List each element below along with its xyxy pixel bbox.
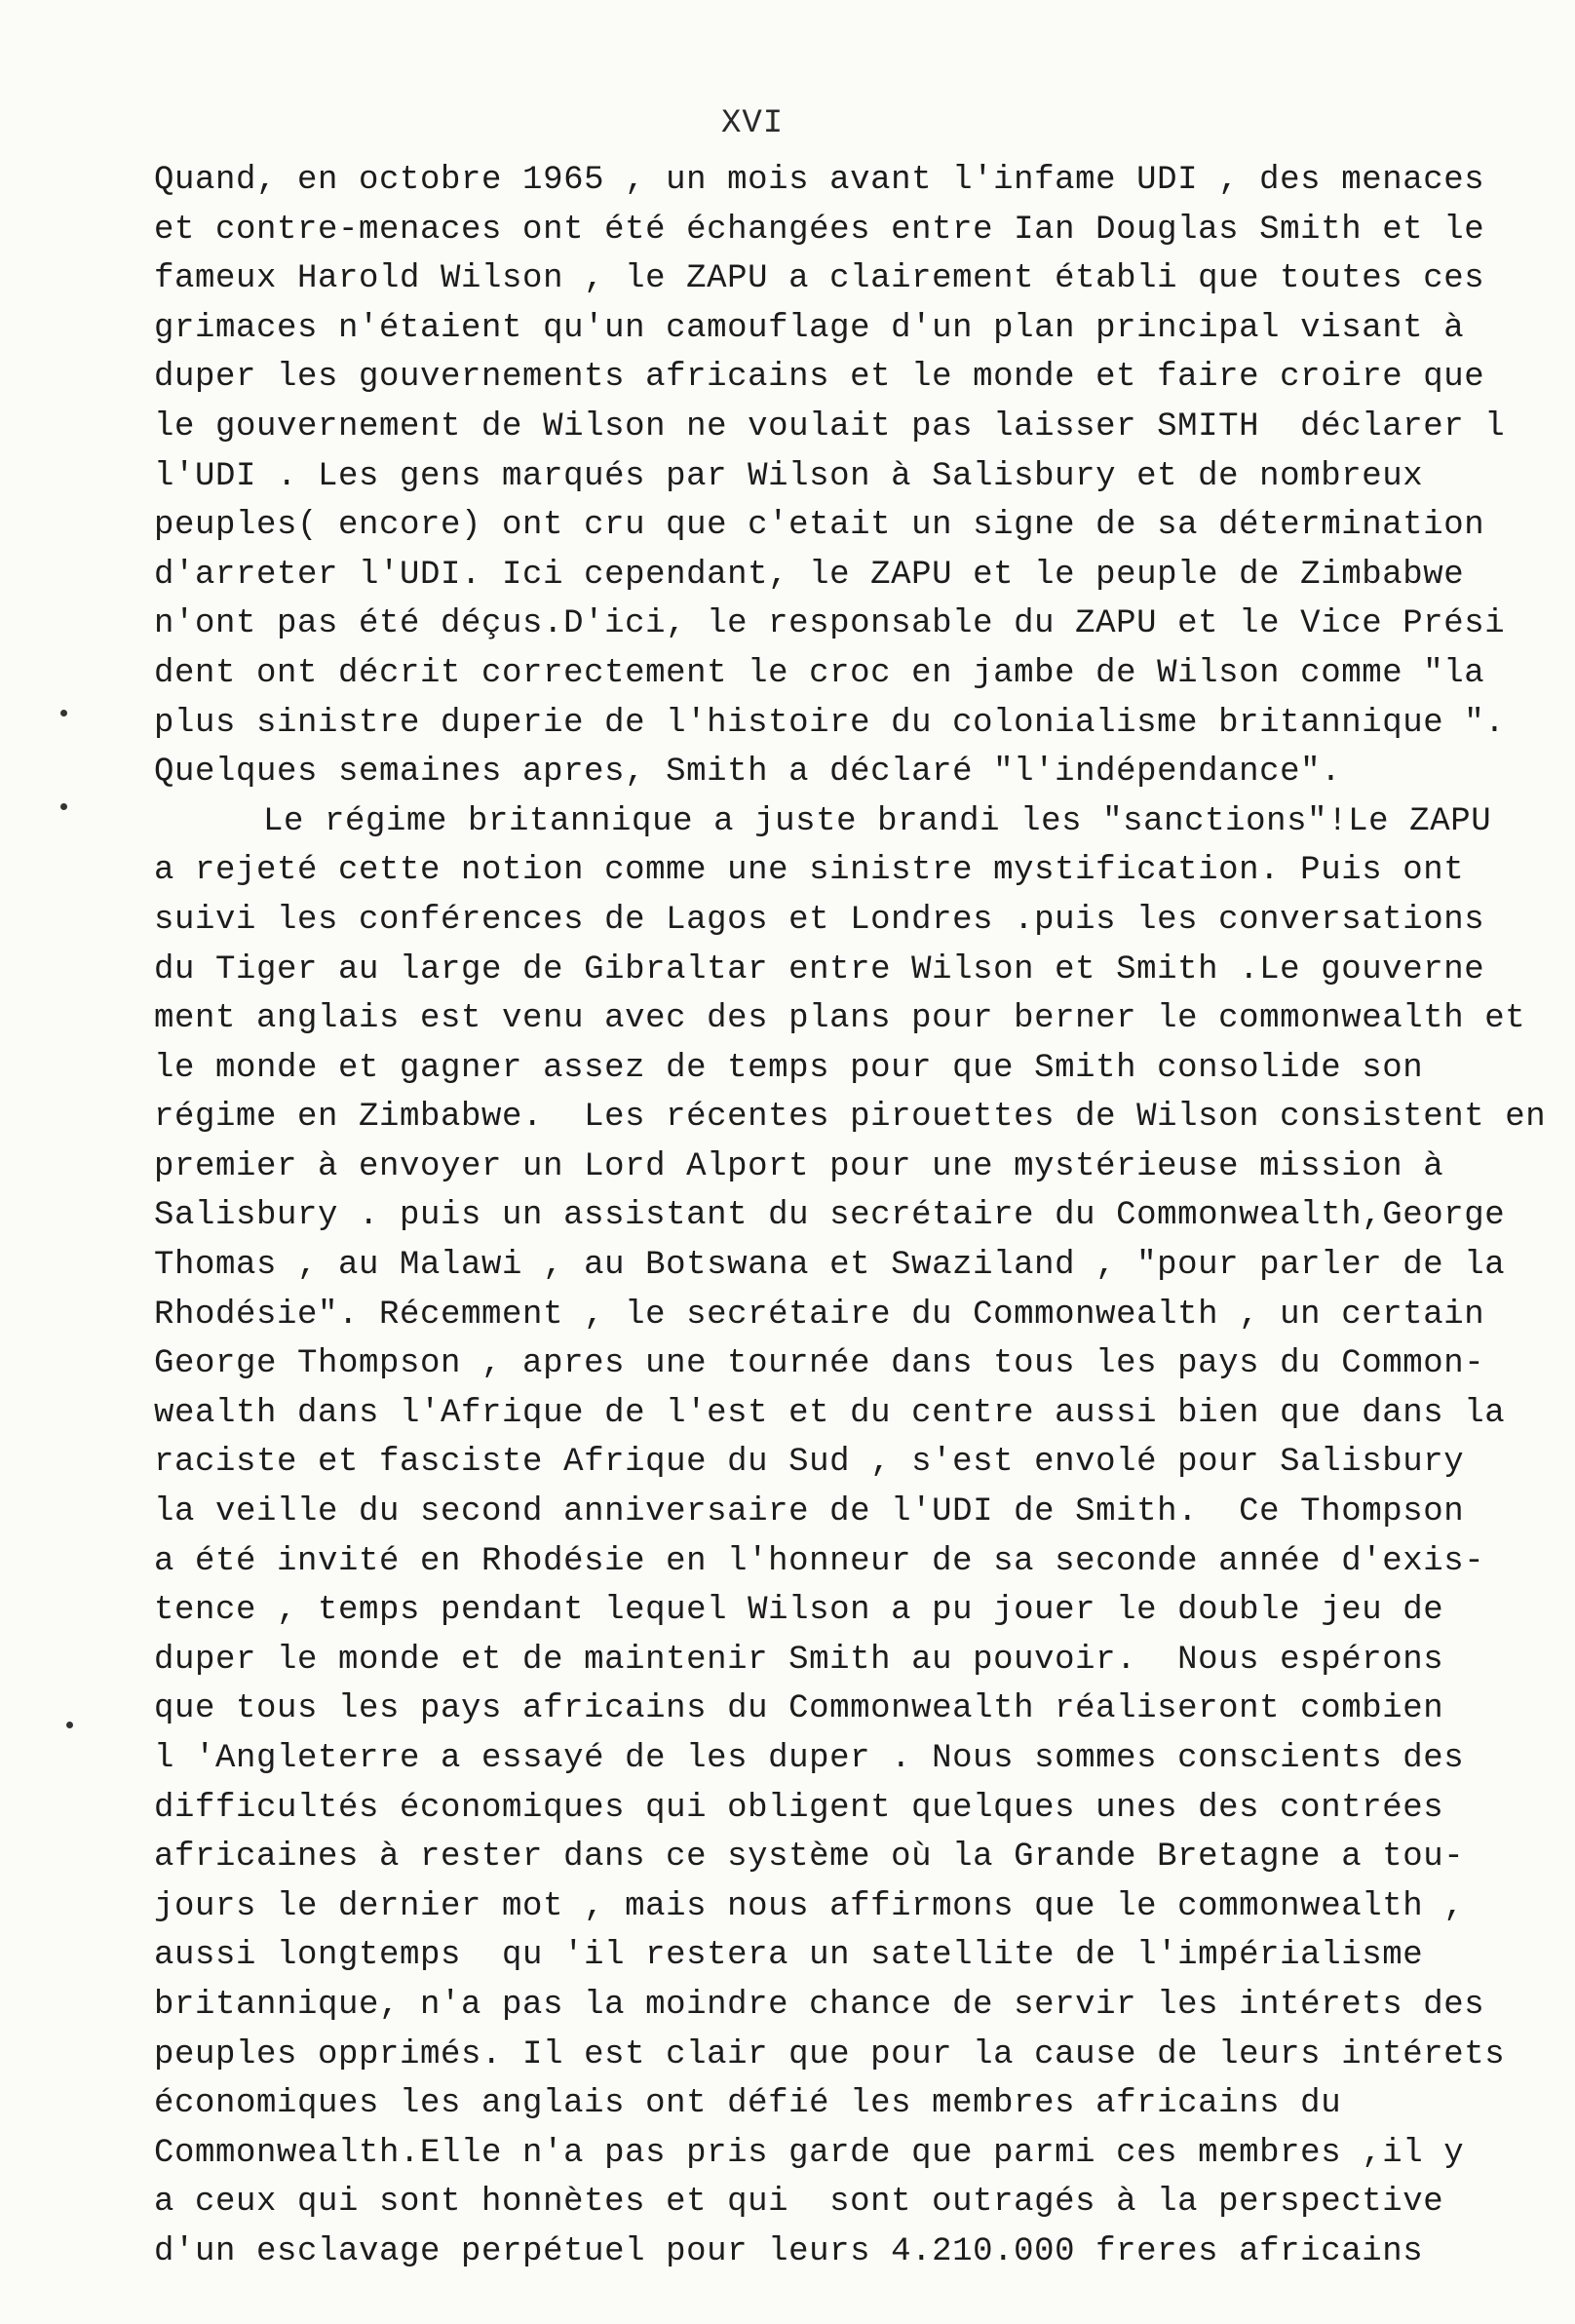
body-text	[154, 156, 1547, 2277]
text-line: d'arreter l'UDI. Ici cependant, le ZAPU et le peuple de Zimbabwe	[154, 556, 1465, 594]
text-line: duper le monde et de maintenir Smith au pouvoir. Nous espérons	[154, 1641, 1444, 1679]
page-number: XVI	[721, 105, 785, 142]
text-line: suivi les conférences de Lagos et Londres .puis les conversations	[154, 901, 1485, 939]
text-line: Rhodésie". Récemment , le secrétaire du Commonwealth , un certain	[154, 1296, 1485, 1334]
text-line: a ceux qui sont honnètes et qui sont outragés à la perspective	[154, 2184, 1444, 2222]
text-line: Quelques semaines apres, Smith a déclaré "l'indépendance".	[154, 754, 1342, 792]
text-line: du Tiger au large de Gibraltar entre Wilson et Smith .Le gouverne	[154, 950, 1485, 988]
text-line: raciste et fasciste Afrique du Sud , s'est envolé pour Salisbury	[154, 1444, 1465, 1482]
text-line: premier à envoyer un Lord Alport pour une mystérieuse mission à	[154, 1147, 1444, 1185]
text-line: a été invité en Rhodésie en l'honneur de sa seconde année d'exis-	[154, 1542, 1485, 1580]
text-line: ment anglais est venu avec des plans pour berner le commonwealth et	[154, 1000, 1526, 1038]
text-line: Le régime britannique a juste brandi les "sanctions"!Le ZAPU	[263, 802, 1492, 840]
text-line: le monde et gagner assez de temps pour que Smith consolide son	[154, 1049, 1424, 1087]
text-line: a rejeté cette notion comme une sinistre mystification. Puis ont	[154, 852, 1465, 890]
text-line: plus sinistre duperie de l'histoire du colonialisme britannique ".	[154, 704, 1506, 742]
text-line: Salisbury . puis un assistant du secrétaire du Commonwealth,George	[154, 1197, 1506, 1235]
text-line: africaines à rester dans ce système où la Grande Bretagne a tou-	[154, 1839, 1465, 1877]
text-line: peuples( encore) ont cru que c'etait un signe de sa détermination	[154, 507, 1485, 545]
text-line: wealth dans l'Afrique de l'est et du centre aussi bien que dans la	[154, 1394, 1506, 1432]
text-line: économiques les anglais ont défié les membres africains du	[154, 2085, 1342, 2123]
text-line: Commonwealth.Elle n'a pas pris garde que parmi ces membres ,il y	[154, 2134, 1465, 2172]
text-line: que tous les pays africains du Commonwealth réaliseront combien	[154, 1690, 1444, 1728]
text-line: fameux Harold Wilson , le ZAPU a clairement établi que toutes ces	[154, 260, 1485, 298]
margin-mark	[60, 710, 67, 717]
text-line: Quand, en octobre 1965 , un mois avant l'infame UDI , des menaces	[154, 162, 1485, 199]
text-line: peuples opprimés. Il est clair que pour la cause de leurs intérets	[154, 2035, 1506, 2073]
text-line: d'un esclavage perpétuel pour leurs 4.210.000 freres africains	[154, 2232, 1424, 2270]
text-line: George Thompson , apres une tournée dans tous les pays du Common-	[154, 1345, 1485, 1383]
text-line: régime en Zimbabwe. Les récentes pirouettes de Wilson consistent en	[154, 1099, 1547, 1137]
text-line: n'ont pas été déçus.D'ici, le responsable du ZAPU et le Vice Prési	[154, 605, 1506, 643]
text-line: l'UDI . Les gens marqués par Wilson à Salisbury et de nombreux	[154, 457, 1424, 495]
margin-mark	[66, 1722, 73, 1728]
text-line: dent ont décrit correctement le croc en jambe de Wilson comme "la	[154, 654, 1485, 692]
text-line: l 'Angleterre a essayé de les duper . Nous sommes conscients des	[154, 1740, 1465, 1777]
text-line: duper les gouvernements africains et le monde et faire croire que	[154, 359, 1485, 397]
text-line: aussi longtemps qu 'il restera un satellite de l'impérialisme	[154, 1937, 1424, 1975]
text-line: jours le dernier mot , mais nous affirmons que le commonwealth ,	[154, 1887, 1465, 1925]
text-line: Thomas , au Malawi , au Botswana et Swaziland , "pour parler de la	[154, 1247, 1506, 1285]
text-line: le gouvernement de Wilson ne voulait pas laisser SMITH déclarer l	[154, 407, 1506, 445]
text-line: tence , temps pendant lequel Wilson a pu jouer le double jeu de	[154, 1592, 1444, 1630]
text-line: la veille du second anniversaire de l'UDI de Smith. Ce Thompson	[154, 1493, 1465, 1531]
text-line: et contre-menaces ont été échangées entre Ian Douglas Smith et le	[154, 211, 1485, 249]
text-line: britannique, n'a pas la moindre chance de servir les intérets des	[154, 1986, 1485, 2024]
text-line: difficultés économiques qui obligent quelques unes des contrées	[154, 1789, 1444, 1827]
text-line: grimaces n'étaient qu'un camouflage d'un plan principal visant à	[154, 309, 1465, 347]
margin-mark	[60, 803, 67, 810]
